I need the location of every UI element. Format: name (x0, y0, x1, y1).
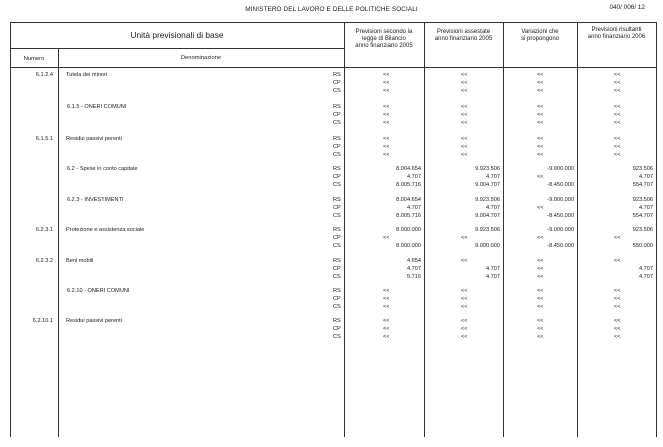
row-kind-label: CP (333, 111, 341, 118)
value-cell: << (537, 318, 544, 324)
value-cell: << (537, 265, 544, 272)
col1-header: Previsioni secondo la legge di Bilancio anno finanziario 2005 (355, 29, 413, 49)
row-kind-label: RS (333, 258, 341, 264)
row-kind-label: CP (333, 79, 341, 86)
value-cell: << (383, 333, 390, 340)
col2-divider (424, 22, 425, 437)
value-cell: << (461, 151, 468, 158)
value-cell: 8.004.654 (396, 197, 421, 203)
value-cell: << (383, 136, 390, 142)
row-kind-label: CS (333, 151, 341, 158)
col2-header: Previsioni assestate anno finanziario 2005 (434, 29, 493, 42)
value-cell: << (537, 119, 544, 126)
value-cell: << (537, 288, 544, 294)
row-numero: 6.2.3.1 (35, 227, 53, 233)
value-cell: << (537, 143, 544, 150)
row-kind-label: CS (333, 333, 341, 340)
value-cell: << (614, 258, 621, 264)
value-cell: 550.000 (632, 242, 653, 249)
value-cell: << (614, 333, 621, 340)
value-cell: << (614, 318, 621, 324)
row-numero: 6.2.10.1 (32, 318, 53, 324)
value-cell: << (383, 79, 390, 86)
value-cell: << (537, 303, 544, 310)
value-cell: << (383, 143, 390, 150)
row-kind-label: RS (333, 72, 341, 78)
value-cell: 8.000.000 (396, 227, 421, 233)
row-kind-label: RS (333, 288, 341, 294)
row-kind-label: RS (333, 227, 341, 233)
value-cell: << (614, 303, 621, 310)
value-cell: 4.654 (407, 258, 421, 264)
value-cell: << (461, 318, 468, 324)
col1-divider (344, 22, 345, 437)
value-cell: << (614, 295, 621, 302)
value-cell: << (383, 87, 390, 94)
row-kind-label: CP (333, 265, 341, 272)
value-cell: << (461, 258, 468, 264)
value-cell: 8.000.000 (396, 242, 421, 249)
col4-header: Previsioni risultanti anno finanziario 2006 (587, 27, 646, 40)
row-denominazione: 6.2.3 - INVESTIMENTI (67, 197, 124, 203)
value-cell: -9.000.000 (547, 227, 574, 233)
value-cell: << (537, 173, 544, 180)
row-kind-label: CP (333, 234, 341, 241)
value-cell: 4.707 (639, 204, 653, 211)
value-cell: << (461, 295, 468, 302)
value-cell: << (537, 111, 544, 118)
row-numero: 6.2.3.2 (35, 258, 53, 264)
group-title: Unità previsionali di base (130, 30, 224, 40)
value-cell: 4.707 (407, 204, 421, 211)
row-kind-label: CP (333, 325, 341, 332)
value-cell: << (537, 204, 544, 211)
value-cell: 4.707 (486, 273, 500, 280)
value-cell: << (614, 119, 621, 126)
value-cell: 4.707 (486, 204, 500, 211)
value-cell: 4.707 (639, 273, 653, 280)
row-numero: 6.1.5.1 (35, 136, 53, 142)
value-cell: << (383, 318, 390, 324)
value-cell: << (537, 325, 544, 332)
value-cell: << (461, 325, 468, 332)
value-cell: 4.707 (639, 173, 653, 180)
value-cell: << (461, 72, 468, 78)
value-cell: << (461, 87, 468, 94)
row-denominazione: 6.2 - Spese in conto capitale (67, 166, 138, 172)
value-cell: << (383, 111, 390, 118)
value-cell: 4.707 (486, 173, 500, 180)
value-cell: << (537, 104, 544, 110)
value-cell: 5.716 (407, 273, 421, 280)
value-cell: 4.707 (407, 265, 421, 272)
value-cell: 923.506 (632, 227, 653, 233)
value-cell: 8.005.716 (396, 212, 421, 219)
value-cell: -8.450.000 (547, 212, 574, 219)
value-cell: << (537, 151, 544, 158)
value-cell: 923.506 (632, 197, 653, 203)
numero-header: Numero (23, 56, 45, 62)
value-cell: << (614, 111, 621, 118)
row-kind-label: CS (333, 212, 341, 219)
value-cell: << (461, 79, 468, 86)
row-denominazione: 6.1.5 - ONERI COMUNI (67, 104, 127, 110)
value-cell: << (383, 295, 390, 302)
value-cell: 554.707 (632, 212, 653, 219)
row-kind-label: CP (333, 173, 341, 180)
value-cell: -9.000.000 (547, 197, 574, 203)
value-cell: 4.707 (639, 265, 653, 272)
value-cell: 554.707 (632, 181, 653, 188)
row-kind-label: CP (333, 295, 341, 302)
value-cell: << (537, 72, 544, 78)
value-cell: 9.004.707 (475, 212, 500, 219)
row-kind-label: RS (333, 318, 341, 324)
page-code: 040/ 006/ 12 (609, 4, 645, 11)
value-cell: << (614, 143, 621, 150)
value-cell: << (461, 333, 468, 340)
value-cell: << (537, 258, 544, 264)
value-cell: << (614, 72, 621, 78)
value-cell: << (461, 288, 468, 294)
value-cell: << (614, 151, 621, 158)
col3-header: Variazioni che si propongono (520, 29, 560, 42)
value-cell: << (383, 72, 390, 78)
value-cell: << (383, 303, 390, 310)
value-cell: << (383, 325, 390, 332)
row-denominazione: Tutela dei minori (66, 72, 108, 78)
ministry-title: MINISTERO DEL LAVORO E DELLE POLITICHE SOCIALI (245, 6, 418, 13)
col4-divider (577, 22, 578, 437)
row-kind-label: CS (333, 87, 341, 94)
row-kind-label: RS (333, 104, 341, 110)
row-kind-label: CS (333, 273, 341, 280)
value-cell: << (461, 303, 468, 310)
denominazione-header: Denominazione (180, 55, 222, 61)
row-denominazione: Protezione e assistenza sociale (66, 227, 145, 233)
value-cell: << (383, 288, 390, 294)
value-cell: 9.923.506 (475, 227, 500, 233)
table-right-border (656, 22, 657, 437)
value-cell: 9.923.506 (475, 166, 500, 172)
header-bottom-border (10, 67, 656, 68)
row-kind-label: RS (333, 166, 341, 172)
value-cell: << (461, 234, 468, 241)
value-cell: 8.004.654 (396, 166, 421, 172)
row-denominazione: 6.2.10 - ONERI COMUNI (67, 288, 130, 294)
row-kind-label: CS (333, 119, 341, 126)
value-cell: << (537, 136, 544, 142)
group-header-divider (10, 48, 344, 49)
value-cell: << (383, 234, 390, 241)
value-cell: 4.707 (407, 173, 421, 180)
value-cell: 4.707 (486, 265, 500, 272)
value-cell: << (614, 79, 621, 86)
value-cell: << (537, 295, 544, 302)
value-cell: << (461, 104, 468, 110)
value-cell: << (383, 104, 390, 110)
value-cell: 923.506 (632, 166, 653, 172)
row-kind-label: CP (333, 143, 341, 150)
value-cell: << (614, 234, 621, 241)
value-cell: << (614, 87, 621, 94)
value-cell: << (383, 151, 390, 158)
value-cell: -8.450.000 (547, 242, 574, 249)
row-kind-label: CS (333, 303, 341, 310)
value-cell: << (383, 119, 390, 126)
value-cell: << (461, 119, 468, 126)
row-kind-label: RS (333, 136, 341, 142)
row-kind-label: CS (333, 242, 341, 249)
col3-divider (503, 22, 504, 437)
value-cell: << (537, 333, 544, 340)
row-denominazione: Beni mobili (66, 258, 94, 264)
row-kind-label: RS (333, 197, 341, 203)
value-cell: << (537, 234, 544, 241)
value-cell: -9.000.000 (547, 166, 574, 172)
value-cell: << (461, 143, 468, 150)
value-cell: -8.450.000 (547, 181, 574, 188)
value-cell: 9.000.000 (475, 242, 500, 249)
value-cell: << (614, 104, 621, 110)
row-denominazione: Residui passivi perenti (66, 136, 122, 142)
row-denominazione: Residui passivi perenti (66, 318, 122, 324)
value-cell: << (614, 325, 621, 332)
table-top-border (10, 22, 656, 23)
value-cell: << (614, 136, 621, 142)
row-numero: 6.1.2.4 (35, 72, 53, 78)
value-cell: 9.923.506 (475, 197, 500, 203)
row-kind-label: CS (333, 181, 341, 188)
value-cell: << (537, 79, 544, 86)
value-cell: << (537, 87, 544, 94)
value-cell: 8.005.716 (396, 181, 421, 188)
value-cell: 9.004.707 (475, 181, 500, 188)
numero-divider (58, 48, 59, 437)
value-cell: << (614, 288, 621, 294)
value-cell: << (461, 111, 468, 118)
value-cell: << (461, 136, 468, 142)
value-cell: << (537, 273, 544, 280)
row-kind-label: CP (333, 204, 341, 211)
